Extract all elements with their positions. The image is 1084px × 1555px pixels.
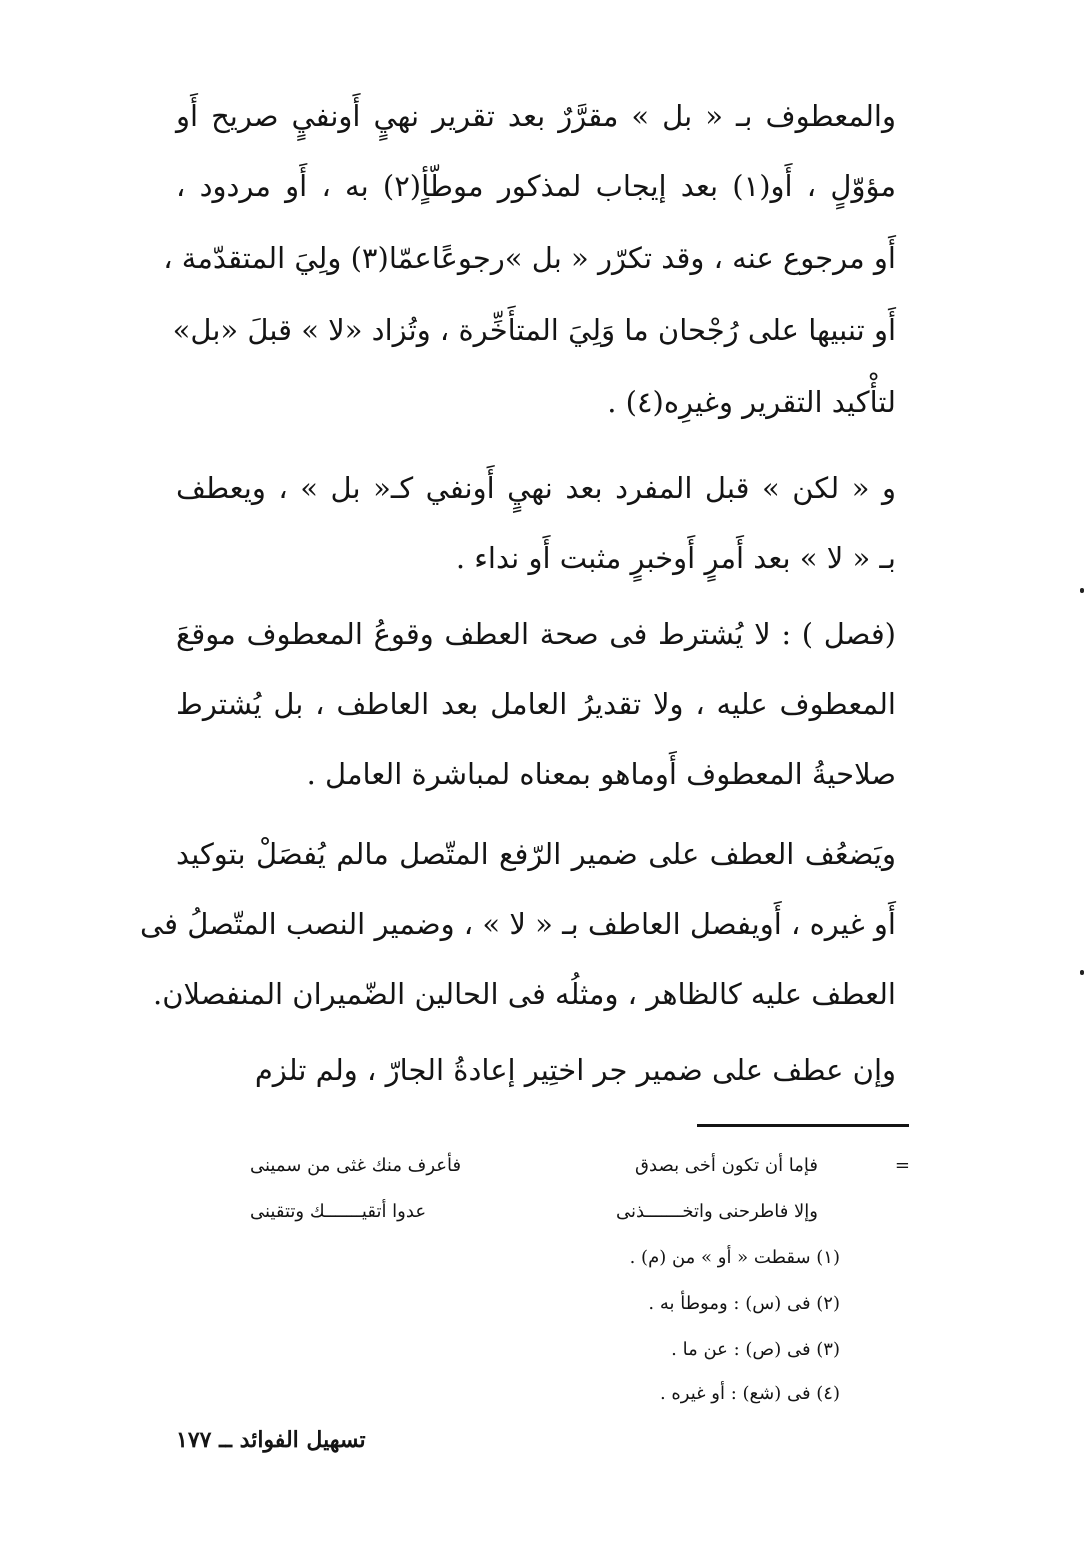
footnote: (٣) فى (ص) : عن ما .	[671, 1339, 840, 1360]
verse-line	[250, 1146, 910, 1186]
scan-speck	[1080, 588, 1084, 593]
footnote-separator	[697, 1124, 909, 1127]
footnote: (٤) فى (شع) : أو غيره .	[659, 1383, 840, 1404]
text-line: (فصل ) : لا يُشترط فى صحة العطف وقوعُ المعطوف موقعَ	[176, 617, 896, 651]
text-line: وإن عطف على ضمير جر اختِير إعادةُ الجارّ ، ولم تلزم	[254, 1053, 896, 1087]
text-line: لتأْكيد التقرير وغيرِه(٤) .	[607, 385, 896, 419]
text-line: صلاحيةُ المعطوف أَوماهو بمعناه لمباشرة العامل .	[306, 757, 896, 791]
page-footer: تسهيل الفوائد ــ ١٧٧	[176, 1427, 366, 1453]
verse-hemistich: فأعرف منك غثى من سمينى	[250, 1155, 462, 1176]
text-line: مؤوّلٍ ، أَو(١) بعد إيجاب لمذكور موطّأٍ(٢) به ، أَو مردود ،	[176, 169, 896, 203]
footnote: (٢) فى (س) : وموطأ به .	[648, 1293, 840, 1314]
text-line: المعطوف عليه ، ولا تقديرُ العامل بعد العاطف ، بل يُشترط	[176, 687, 896, 721]
text-line: والمعطوف بـ « بل » مقرَّرٌ بعد تقرير نهيٍ أَونفيٍ صريح أَو	[176, 99, 896, 133]
text-line: أَو مرجوع عنه ، وقد تكرّر « بل »رجوعًاعمّا(٣) ولِيَ المتقدّمة ،	[163, 241, 896, 275]
verse-line	[250, 1192, 910, 1232]
verse-hemistich: فإما أن تكون أخى بصدق	[635, 1155, 818, 1176]
text-line: أَو غيره ، أَويفصل العاطف بـ « لا » ، وضمير النصب المتّصلُ فى	[139, 907, 896, 941]
scan-speck	[1080, 970, 1084, 975]
text-line: بـ « لا » بعد أَمرٍ أَوخبرٍ مثبت أَو نداء .	[455, 541, 896, 575]
continuation-marker: =	[894, 1155, 910, 1176]
text-line: و « لكن » قبل المفرد بعد نهيٍ أَونفي كـ« بل » ، ويعطف	[176, 471, 896, 505]
verse-hemistich: وإلا فاطرحنى واتخـــــــذنى	[615, 1201, 818, 1222]
text-line: أَو تنبيها على رُجْحان ما وَلِيَ المتأَخِّرة ، وتُزاد «لا » قبلَ «بل»	[172, 313, 896, 347]
footnote: (١) سقطت « أو » من (م) .	[629, 1247, 840, 1268]
text-line: العطف عليه كالظاهر ، ومثلُه فى الحالين الضّميران المنفصلان.	[153, 977, 896, 1011]
verse-hemistich: عدوا أتقيـــــــك وتتقينى	[250, 1201, 427, 1222]
text-line: ويَضعُف العطف على ضمير الرّفع المتّصل مالم يُفصَلْ بتوكيد	[176, 837, 896, 871]
